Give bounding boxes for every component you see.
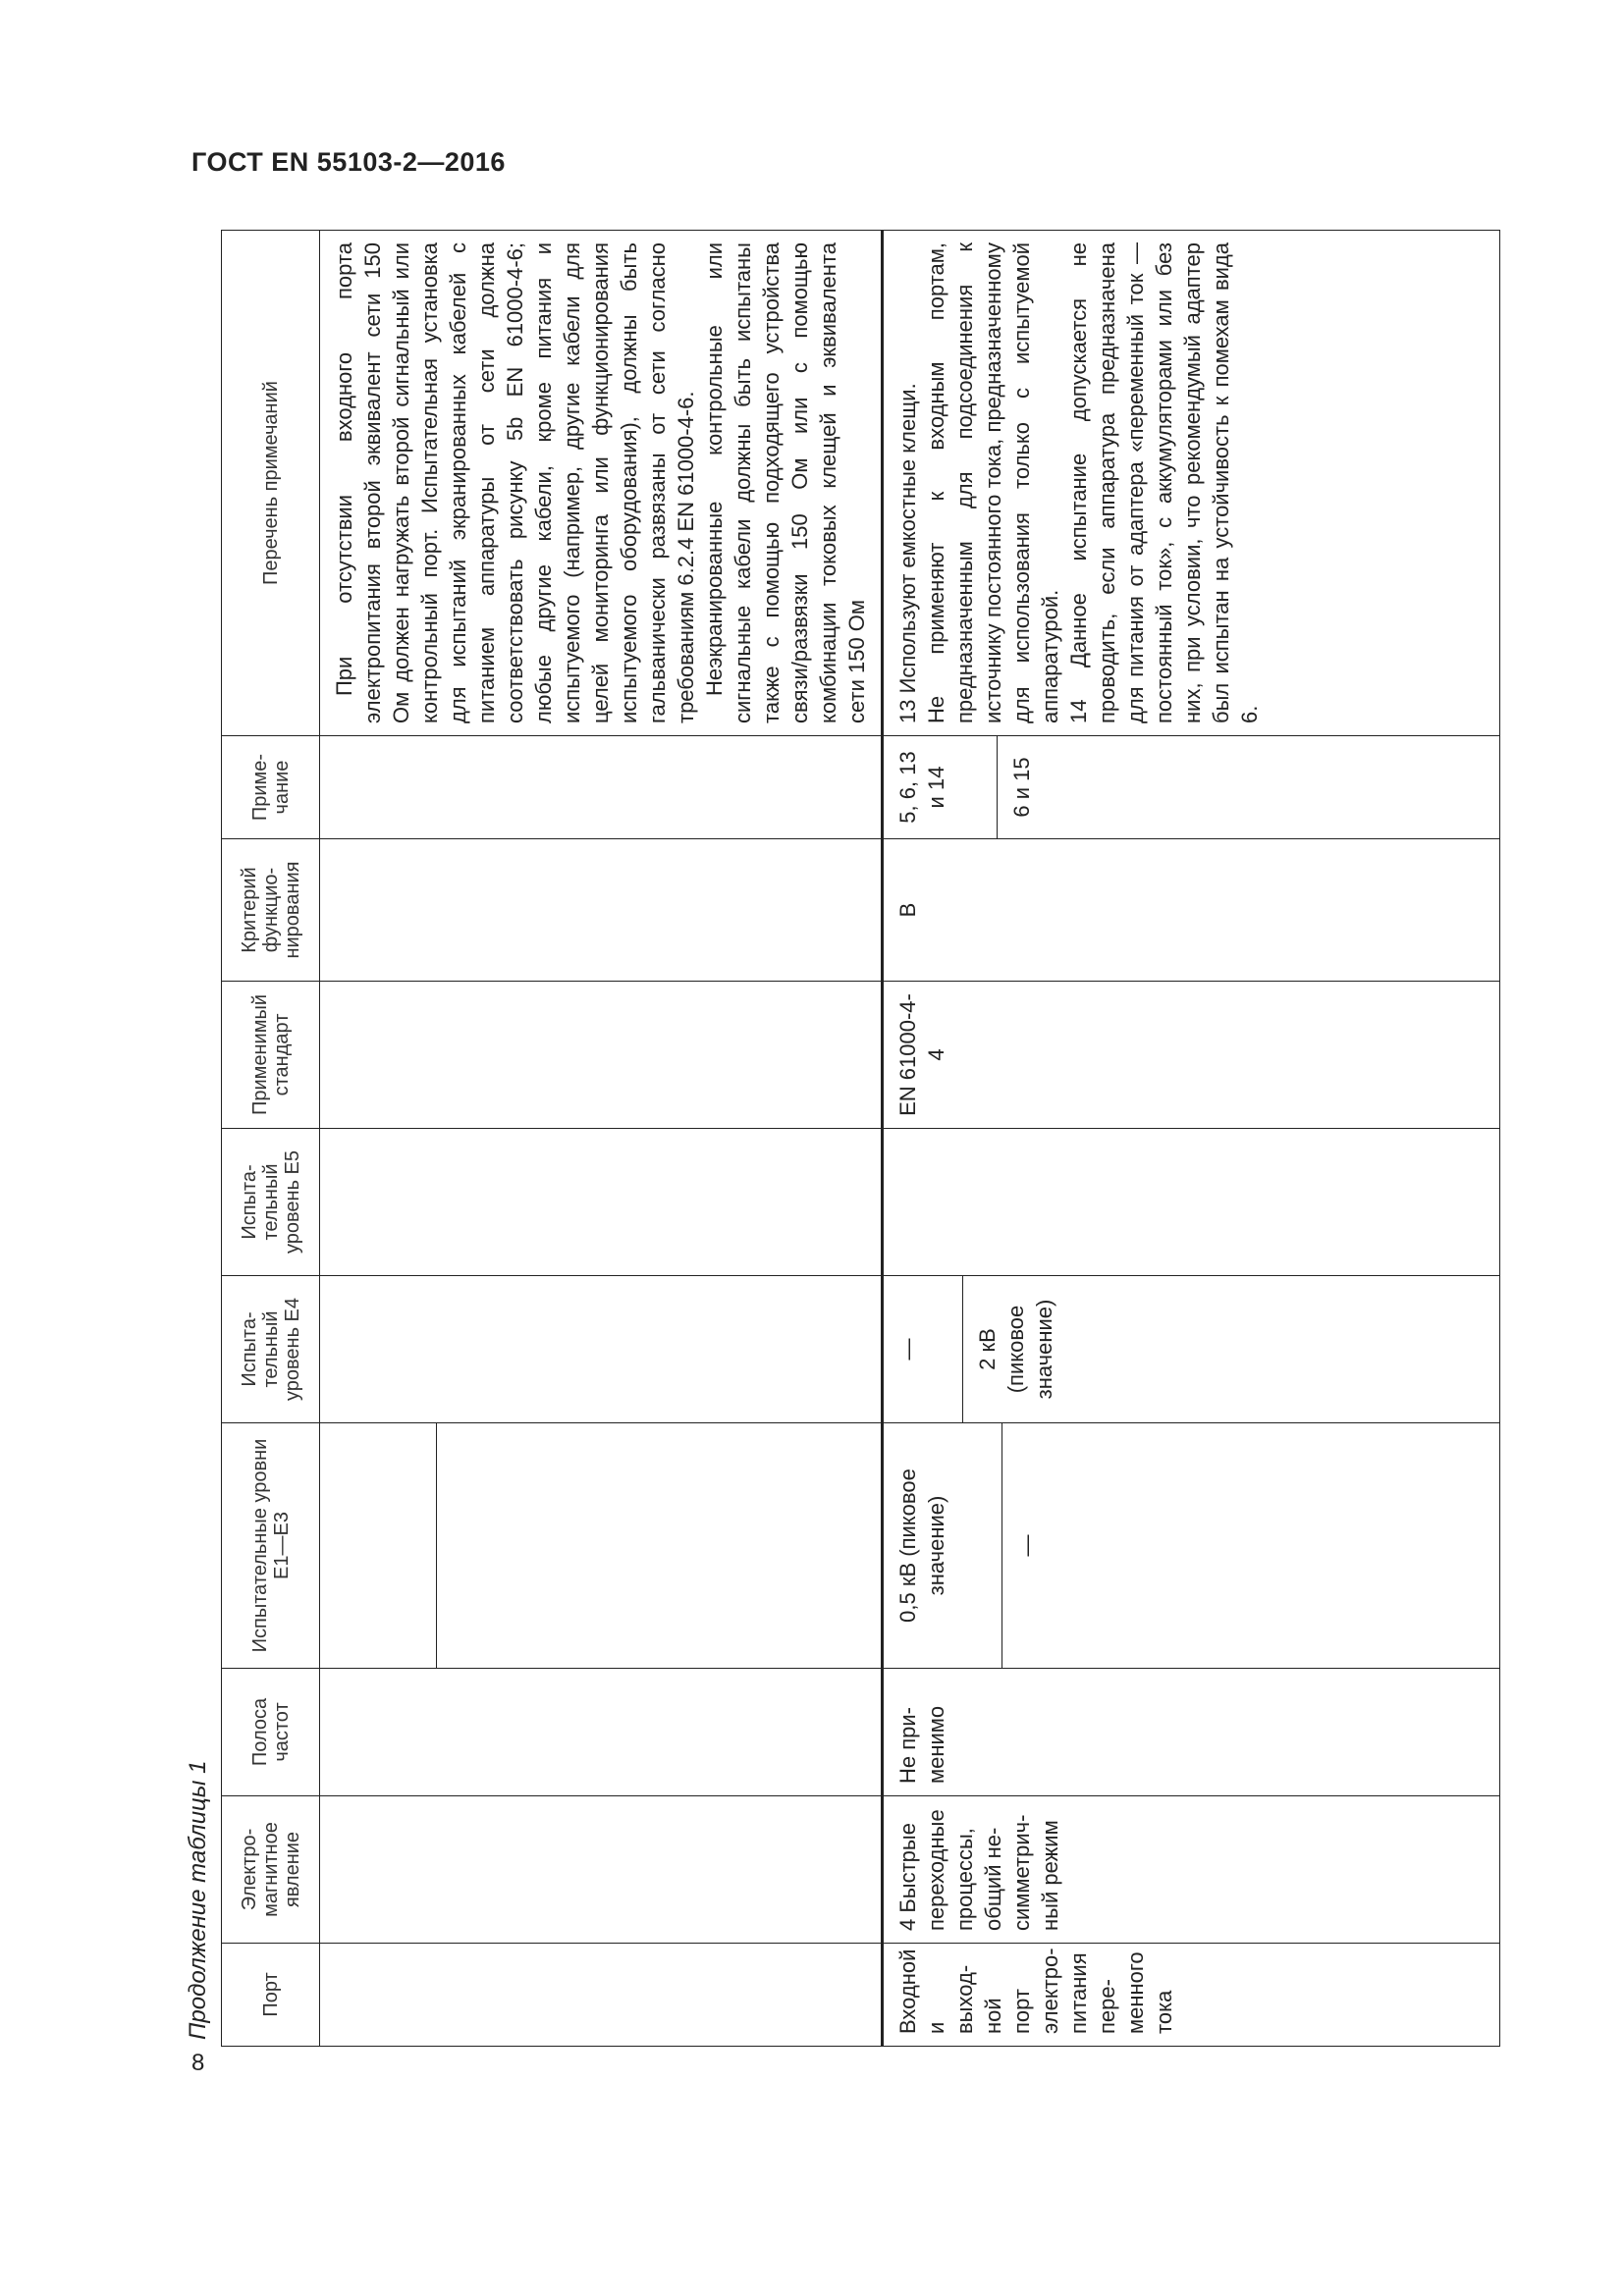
cell-note xyxy=(320,736,883,839)
cell-criterion xyxy=(320,839,883,982)
cell-phenomenon: 4 Быстрые переходные процессы, общий несимметричный режим xyxy=(883,1796,1500,1944)
emc-table xyxy=(221,230,1500,2047)
cell-port: Входной и выходной порт электропитания переменного тока xyxy=(883,1944,1500,2047)
cell-port xyxy=(320,1944,883,2047)
cell-band xyxy=(320,1669,883,1796)
table-row xyxy=(883,231,1500,2047)
notes-paragraph: Неэкранированные контрольные или сигнальные кабели должны быть испытаны также с помощью подходящего устройства связи/развязки 150 Ом или с помощью комбинации токовых клещей и эквивалента сети 150 Ом xyxy=(702,242,869,723)
notes-paragraph: 14 Данное испытание допускается не проводить, если аппаратура предназначена для питания от адаптера «переменный ток — постоянный ток», с аккумуляторами или без них, при условии, что рекомендумый адаптер был испытан на устойчивость к помехам вида 6. xyxy=(1066,242,1262,723)
cell-notes-list xyxy=(320,231,883,736)
cell-e5 xyxy=(883,1129,1500,1276)
cell-standard xyxy=(320,982,883,1129)
col-criterion: Критерий функционирования xyxy=(222,839,320,982)
table-caption: Продолжение таблицы 1 xyxy=(185,1760,211,2040)
notes-paragraph: Не применяют к входным портам, предназначенным для подсоединения к источнику постоянного тока, предназначенному для использования только с испытуемой аппаратурой. xyxy=(924,242,1062,723)
table-header-row xyxy=(222,231,320,2047)
col-port: Порт xyxy=(222,1944,320,2047)
cell-e1e3 xyxy=(320,1423,883,1669)
cell-e4 xyxy=(883,1276,1500,1423)
e4-top: — xyxy=(884,1276,963,1422)
e1e3-bottom: — xyxy=(1014,1534,1039,1557)
cell-note xyxy=(883,736,1500,839)
cell-e5 xyxy=(320,1129,883,1276)
col-band: Полоса частот xyxy=(222,1669,320,1796)
page-number: 8 xyxy=(191,2050,205,2076)
note-top: 5, 6, 13 и 14 xyxy=(884,736,998,838)
cell-e4 xyxy=(320,1276,883,1423)
rotated-table-container xyxy=(221,231,1500,2047)
notes-paragraph: 13 Используют емкостные клещи. xyxy=(895,383,920,723)
cell-criterion: B xyxy=(883,839,1500,982)
col-e1e3: Испытательные уровни E1—E3 xyxy=(222,1423,320,1669)
col-e4: Испытательный уровень E4 xyxy=(222,1276,320,1423)
col-note: Примечание xyxy=(222,736,320,839)
e1e3-top: 0,5 кВ (пиковое значение) xyxy=(884,1423,1002,1668)
col-notes-list: Перечень примечаний xyxy=(222,231,320,736)
col-standard: Применимый стандарт xyxy=(222,982,320,1129)
col-phenomenon: Электромагнитное явление xyxy=(222,1796,320,1944)
cell-band: Не применимо xyxy=(883,1669,1500,1796)
cell-e1e3 xyxy=(883,1423,1500,1669)
document-header: ГОСТ EN 55103-2—2016 xyxy=(191,147,506,177)
cell-notes-list xyxy=(883,231,1500,736)
e4-bottom: 2 кВ (пиковое значение) xyxy=(975,1299,1056,1400)
note-bottom: 6 и 15 xyxy=(1009,757,1034,818)
notes-paragraph: При отсутствии входного порта электропитания второй эквивалент сети 150 Ом должен нагружать второй сигнальный или контрольный порт. Испытательная установка для испытаний экранированных кабелей с питанием аппаратуры от сети должна соответствовать рисунку 5b EN 61000-4-6; любые другие кабели, кроме питания и испытуемого (например, другие кабели для целей мониторинга или функционирования испытуемого оборудования), должны быть гальванически развязаны от сети согласно требованиям 6.2.4 EN 61000-4-6. xyxy=(332,242,698,723)
cell-standard: EN 61000-4-4 xyxy=(883,982,1500,1129)
cell-phenomenon xyxy=(320,1796,883,1944)
table-row xyxy=(320,231,883,2047)
col-e5: Испытательный уровень E5 xyxy=(222,1129,320,1276)
